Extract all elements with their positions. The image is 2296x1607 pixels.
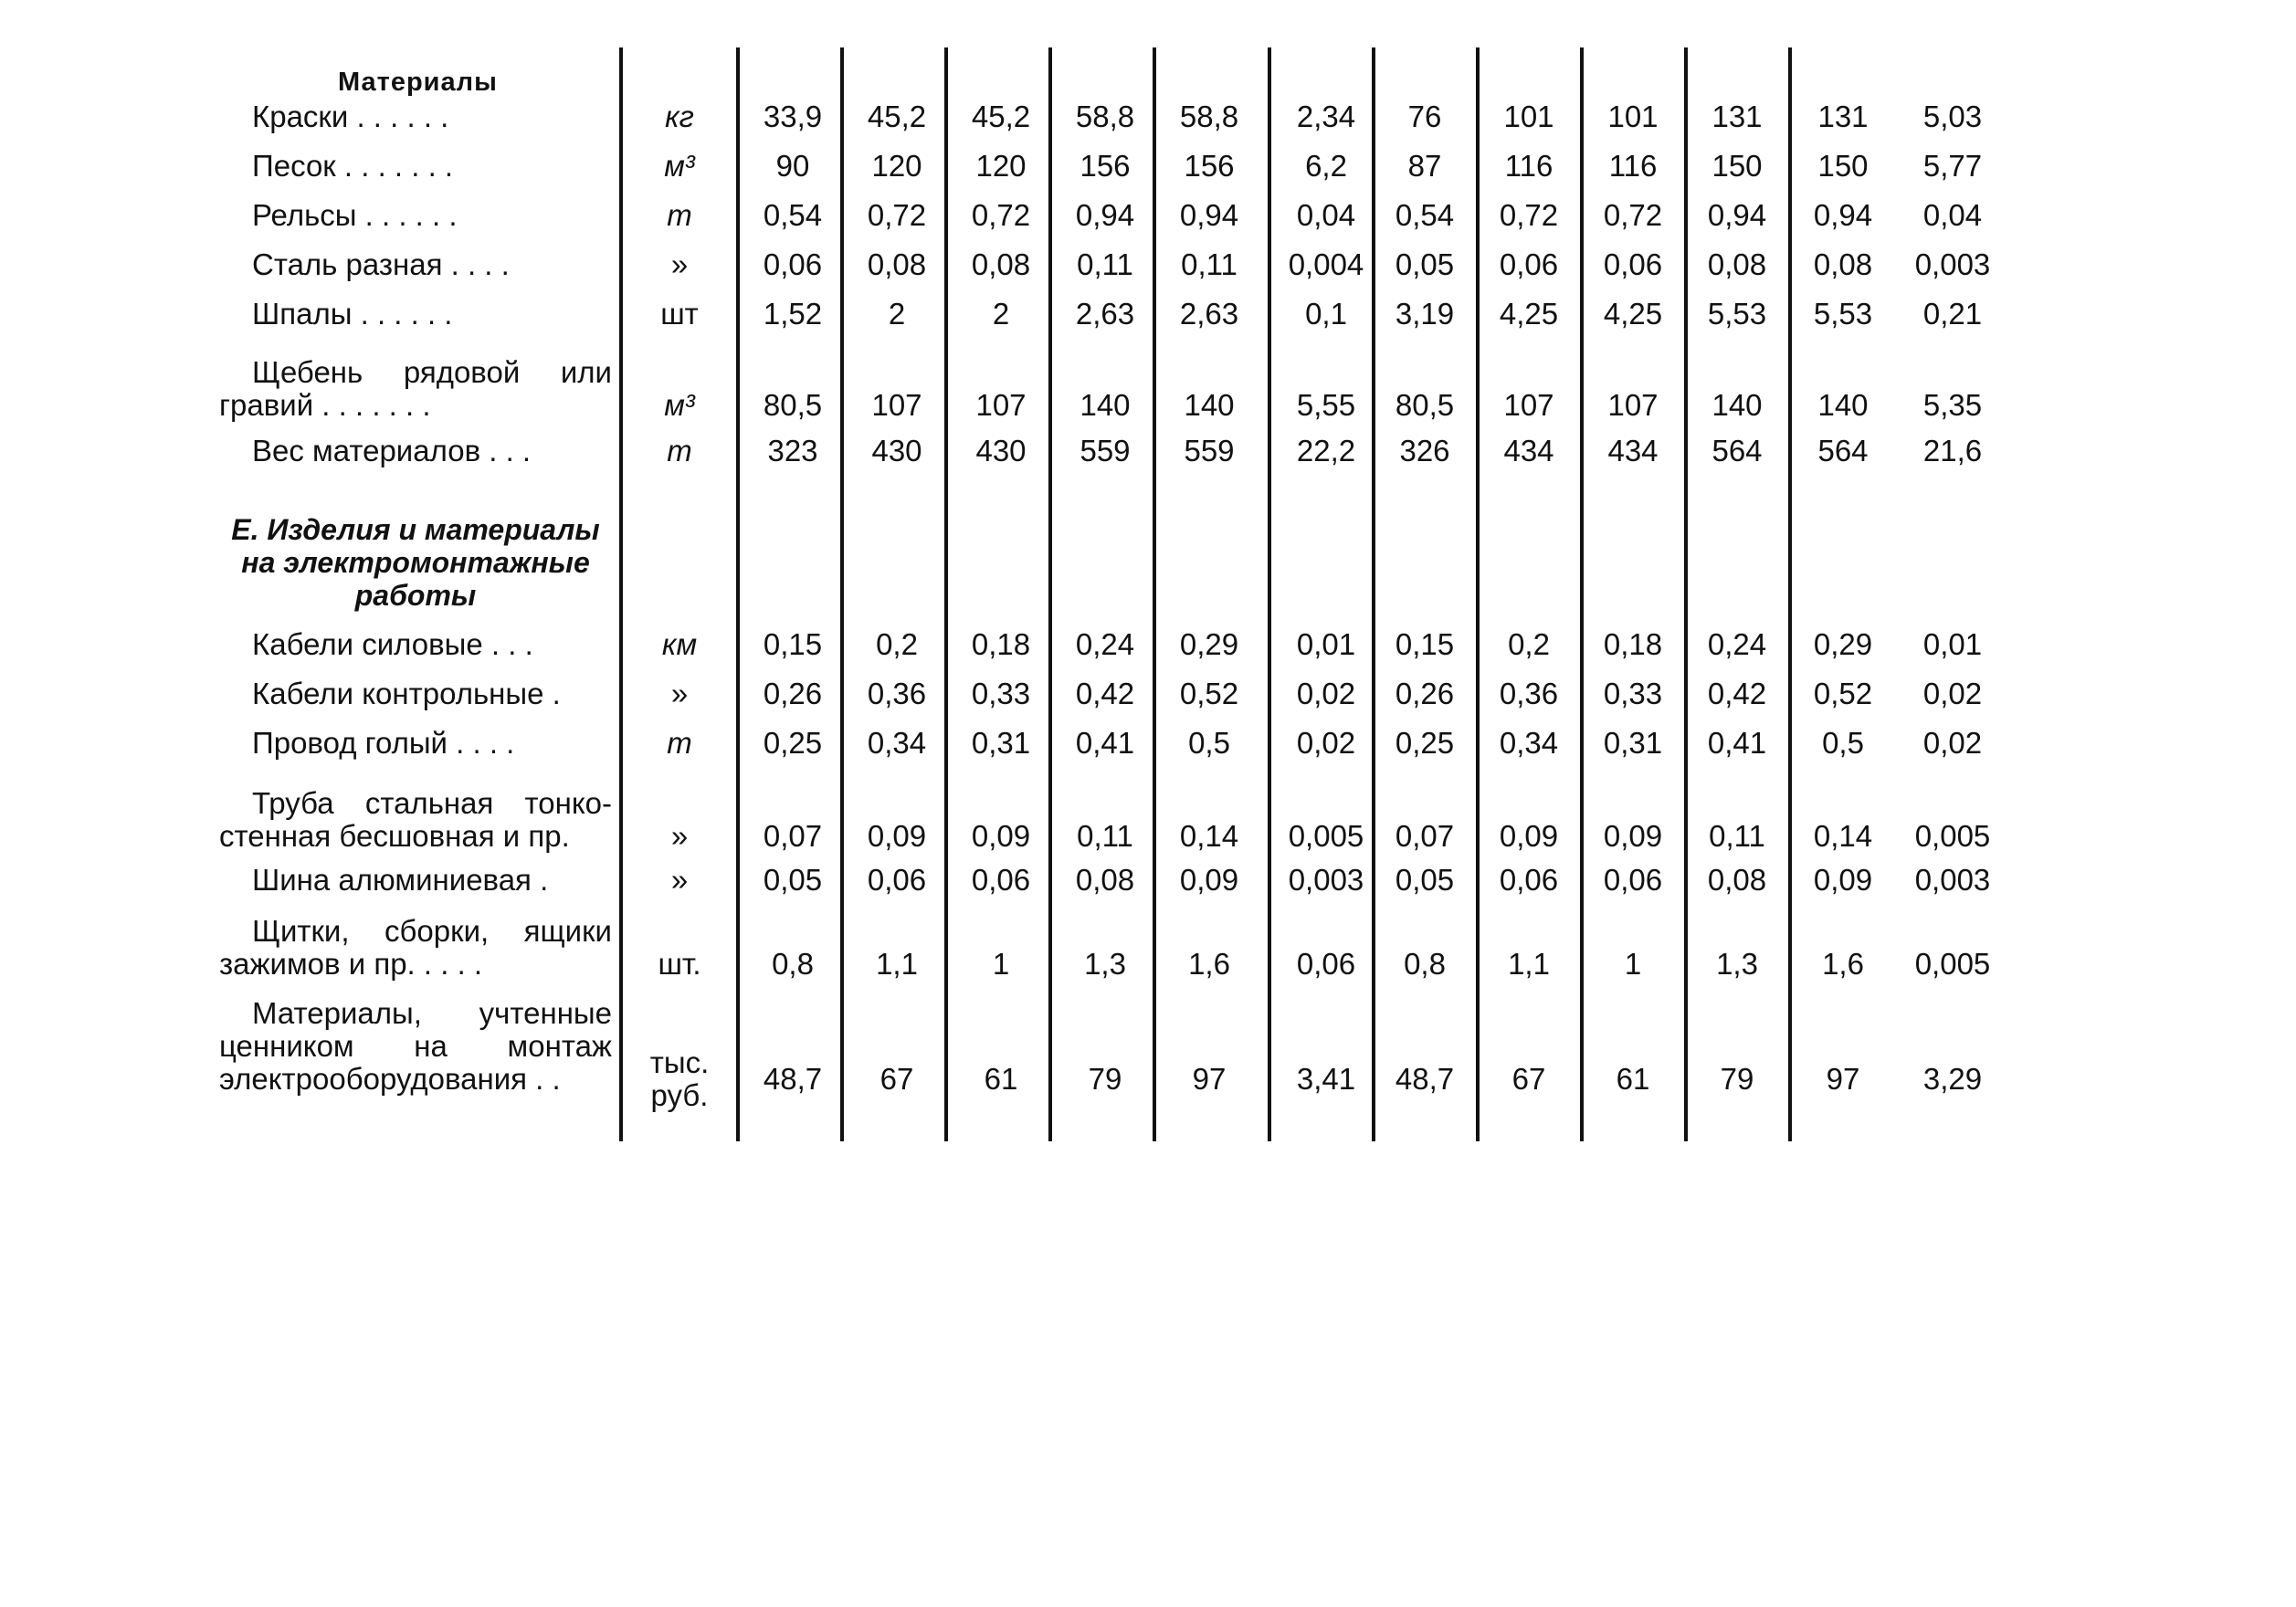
value-cell: 156 [1080, 149, 1131, 183]
value-cell: 0,06 [867, 863, 927, 897]
value-cell: 0,11 [1077, 247, 1133, 281]
row-label-line: зажимов и пр. . . . . [219, 947, 483, 981]
value-cell: 131 [1817, 100, 1869, 133]
value-cell: 0,31 [971, 726, 1031, 760]
value-cell: 3,29 [1922, 1062, 1983, 1096]
value-cell: 559 [1184, 434, 1235, 467]
section-title-line: работы [354, 579, 477, 612]
row-label-line: Щитки, сборки, ящики [252, 914, 612, 948]
value-cell: 0,26 [1395, 677, 1455, 710]
value-cell: 0,52 [1813, 677, 1873, 710]
value-cell: 0,34 [1499, 726, 1559, 760]
section-title-line: Е. Изделия и материалы [231, 513, 600, 546]
value-cell: 1,6 [1822, 947, 1864, 981]
unit-cell: т [667, 726, 692, 760]
value-cell: 22,2 [1296, 434, 1356, 467]
value-cell: 150 [1817, 149, 1869, 183]
value-cell: 434 [1503, 434, 1554, 467]
value-cell: 0,24 [1075, 627, 1135, 661]
value-cell: 0,003 [1288, 863, 1364, 897]
value-cell: 0,2 [876, 627, 918, 661]
value-cell: 0,08 [971, 247, 1031, 281]
value-cell: 0,05 [1395, 247, 1455, 281]
value-cell: 107 [1607, 388, 1659, 422]
value-cell: 0,29 [1179, 627, 1239, 661]
value-cell: 3,19 [1395, 297, 1455, 331]
value-cell: 0,07 [763, 819, 823, 853]
value-cell: 0,21 [1922, 297, 1983, 331]
row-label-line: электрооборудования . . [219, 1062, 561, 1096]
value-cell: 101 [1607, 100, 1659, 133]
unit-cell: » [670, 247, 689, 281]
value-cell: 0,24 [1707, 627, 1767, 661]
value-cell: 120 [871, 149, 922, 183]
unit-cell: » [670, 819, 689, 853]
unit-cell: т [667, 198, 692, 232]
value-cell: 4,25 [1603, 297, 1663, 331]
value-cell: 0,09 [1603, 819, 1663, 853]
value-cell: 45,2 [867, 100, 927, 133]
value-cell: 0,14 [1813, 819, 1873, 853]
value-cell: 0,06 [1603, 863, 1663, 897]
value-cell: 0,08 [1707, 863, 1767, 897]
value-cell: 61 [1616, 1062, 1650, 1096]
value-cell: 45,2 [971, 100, 1031, 133]
value-cell: 0,42 [1707, 677, 1767, 710]
value-cell: 0,05 [1395, 863, 1455, 897]
value-cell: 0,8 [1404, 947, 1446, 981]
value-cell: 116 [1504, 149, 1553, 183]
value-cell: 67 [879, 1062, 914, 1096]
value-cell: 0,42 [1075, 677, 1135, 710]
value-cell: 0,72 [1603, 198, 1663, 232]
unit-cell: шт. [658, 947, 701, 981]
value-cell: 430 [871, 434, 922, 467]
value-cell: 0,94 [1707, 198, 1767, 232]
value-cell: 120 [975, 149, 1027, 183]
value-cell: 5,03 [1922, 100, 1983, 133]
value-cell: 80,5 [1395, 388, 1455, 422]
row-label [219, 677, 612, 710]
value-cell: 0,29 [1813, 627, 1873, 661]
value-cell: 0,01 [1922, 627, 1983, 661]
value-cell: 0,08 [1813, 247, 1873, 281]
value-cell: 2 [992, 297, 1010, 331]
value-cell: 0,06 [1603, 247, 1663, 281]
value-cell: 0,06 [971, 863, 1031, 897]
value-cell: 79 [1088, 1062, 1122, 1096]
row-label [219, 628, 612, 661]
row-label [219, 727, 612, 760]
value-cell: 0,31 [1603, 726, 1663, 760]
value-cell: 0,94 [1813, 198, 1873, 232]
value-cell: 0,15 [763, 627, 823, 661]
value-cell: 0,1 [1305, 297, 1347, 331]
value-cell: 326 [1399, 434, 1450, 467]
value-cell: 58,8 [1075, 100, 1135, 133]
value-cell: 1,6 [1188, 947, 1230, 981]
value-cell: 0,004 [1288, 247, 1364, 281]
value-cell: 1,1 [1508, 947, 1550, 981]
unit-cell: м³ [664, 149, 695, 183]
row-label [219, 298, 612, 331]
section-title-line: на электромонтажные [241, 546, 590, 579]
value-cell: 0,09 [1179, 863, 1239, 897]
value-cell: 0,36 [867, 677, 927, 710]
row-label [219, 915, 612, 981]
value-cell: 0,02 [1922, 677, 1983, 710]
value-cell: 4,25 [1499, 297, 1559, 331]
value-cell: 564 [1817, 434, 1869, 467]
unit-cell: » [670, 677, 689, 710]
row-label-line: Краски . . . . . . [252, 100, 449, 133]
value-cell: 0,06 [1499, 247, 1559, 281]
value-cell: 107 [975, 388, 1027, 422]
row-label-line: Сталь разная . . . . [252, 247, 510, 281]
value-cell: 0,11 [1077, 819, 1133, 853]
column-divider [736, 47, 740, 1141]
value-cell: 33,9 [763, 100, 823, 133]
materials-table [219, 47, 2046, 1143]
value-cell: 0,8 [772, 947, 814, 981]
value-cell: 0,06 [1499, 863, 1559, 897]
value-cell: 150 [1711, 149, 1763, 183]
value-cell: 6,2 [1305, 149, 1347, 183]
value-cell: 80,5 [763, 388, 823, 422]
value-cell: 21,6 [1922, 434, 1983, 467]
value-cell: 0,15 [1395, 627, 1455, 661]
value-cell: 3,41 [1296, 1062, 1356, 1096]
row-label-line: Щебень рядовой или [252, 355, 612, 389]
row-label [219, 199, 612, 232]
value-cell: 58,8 [1179, 100, 1239, 133]
value-cell: 2,34 [1296, 100, 1356, 133]
unit-cell: кг [665, 100, 694, 133]
unit-cell: » [670, 863, 689, 897]
row-label-line: Провод голый . . . . [252, 726, 515, 760]
value-cell: 140 [1711, 388, 1763, 422]
value-cell: 0,08 [1075, 863, 1135, 897]
row-label [219, 864, 612, 897]
value-cell: 107 [871, 388, 922, 422]
value-cell: 131 [1711, 100, 1763, 133]
value-cell: 0,09 [971, 819, 1031, 853]
value-cell: 1 [992, 947, 1010, 981]
value-cell: 430 [975, 434, 1027, 467]
value-cell: 67 [1511, 1062, 1546, 1096]
row-label-line: Материалы, учтенные [252, 996, 612, 1030]
unit-cell: шт [660, 297, 699, 331]
value-cell: 0,04 [1296, 198, 1356, 232]
value-cell: 5,53 [1813, 297, 1873, 331]
value-cell: 0,09 [1813, 863, 1873, 897]
value-cell: 323 [767, 434, 818, 467]
value-cell: 0,06 [1296, 947, 1356, 981]
value-cell: 48,7 [763, 1062, 823, 1096]
value-cell: 1,52 [763, 297, 823, 331]
value-cell: 116 [1608, 149, 1658, 183]
value-cell: 0,005 [1914, 947, 1991, 981]
row-label-line: Кабели контрольные . [252, 677, 561, 710]
value-cell: 1 [1624, 947, 1642, 981]
row-label-line: Песок . . . . . . . [252, 149, 454, 183]
value-cell: 0,02 [1296, 677, 1356, 710]
row-label-line: Вес материалов . . . [252, 434, 532, 467]
value-cell: 97 [1826, 1062, 1860, 1096]
row-label-line: Шина алюминиевая . [252, 863, 549, 897]
value-cell: 61 [984, 1062, 1018, 1096]
materials-heading: Материалы [338, 68, 498, 97]
row-label-line: ценником на монтаж [219, 1029, 612, 1063]
value-cell: 0,11 [1709, 819, 1765, 853]
value-cell: 564 [1711, 434, 1763, 467]
value-cell: 5,77 [1922, 149, 1983, 183]
value-cell: 79 [1720, 1062, 1754, 1096]
row-label-line: Рельсы . . . . . . [252, 198, 458, 232]
value-cell: 0,14 [1179, 819, 1239, 853]
value-cell: 0,04 [1922, 198, 1983, 232]
value-cell: 0,94 [1179, 198, 1239, 232]
value-cell: 0,02 [1296, 726, 1356, 760]
value-cell: 559 [1080, 434, 1131, 467]
row-label [219, 356, 612, 422]
value-cell: 0,18 [971, 627, 1031, 661]
row-label [219, 997, 612, 1096]
value-cell: 0,72 [1499, 198, 1559, 232]
column-divider [1788, 47, 1792, 1141]
column-divider [1268, 47, 1271, 1141]
value-cell: 0,34 [867, 726, 927, 760]
value-cell: 1,1 [876, 947, 918, 981]
value-cell: 0,08 [867, 247, 927, 281]
value-cell: 0,54 [1395, 198, 1455, 232]
row-label-line: Кабели силовые . . . [252, 627, 533, 661]
row-label-line: Труба стальная тонко- [252, 786, 612, 820]
value-cell: 107 [1503, 388, 1554, 422]
row-label [219, 100, 612, 133]
value-cell: 0,52 [1179, 677, 1239, 710]
value-cell: 0,07 [1395, 819, 1455, 853]
section-title [219, 513, 612, 612]
value-cell: 140 [1184, 388, 1235, 422]
unit-cell: км [661, 627, 698, 661]
value-cell: 2,63 [1179, 297, 1239, 331]
value-cell: 0,06 [763, 247, 823, 281]
value-cell: 1,3 [1716, 947, 1758, 981]
unit-cell: тыс. руб. [649, 1045, 710, 1112]
value-cell: 0,26 [763, 677, 823, 710]
row-label-line: Шпалы . . . . . . [252, 297, 453, 331]
value-cell: 2 [888, 297, 906, 331]
value-cell: 0,003 [1914, 247, 1991, 281]
value-cell: 434 [1607, 434, 1659, 467]
column-divider [619, 47, 623, 1141]
value-cell: 0,72 [971, 198, 1031, 232]
value-cell: 5,53 [1707, 297, 1767, 331]
value-cell: 0,09 [1499, 819, 1559, 853]
value-cell: 0,18 [1603, 627, 1663, 661]
value-cell: 5,35 [1922, 388, 1983, 422]
value-cell: 0,33 [1603, 677, 1663, 710]
value-cell: 0,05 [763, 863, 823, 897]
value-cell: 140 [1080, 388, 1131, 422]
value-cell: 0,54 [763, 198, 823, 232]
value-cell: 1,3 [1084, 947, 1126, 981]
value-cell: 0,003 [1914, 863, 1991, 897]
row-label [219, 787, 612, 853]
value-cell: 0,41 [1075, 726, 1135, 760]
value-cell: 0,09 [867, 819, 927, 853]
value-cell: 5,55 [1296, 388, 1356, 422]
value-cell: 0,02 [1922, 726, 1983, 760]
value-cell: 76 [1407, 100, 1442, 133]
row-label-line: стенная бесшовная и пр. [219, 819, 570, 853]
value-cell: 0,5 [1822, 726, 1864, 760]
value-cell: 97 [1192, 1062, 1227, 1096]
value-cell: 0,33 [971, 677, 1031, 710]
value-cell: 0,94 [1075, 198, 1135, 232]
value-cell: 0,25 [1395, 726, 1455, 760]
unit-cell: т [667, 434, 692, 467]
value-cell: 90 [775, 149, 810, 183]
value-cell: 0,36 [1499, 677, 1559, 710]
value-cell: 2,63 [1075, 297, 1135, 331]
row-label [219, 435, 612, 467]
value-cell: 0,41 [1707, 726, 1767, 760]
value-cell: 0,5 [1188, 726, 1230, 760]
value-cell: 0,25 [763, 726, 823, 760]
row-label [219, 150, 612, 183]
value-cell: 0,72 [867, 198, 927, 232]
value-cell: 101 [1503, 100, 1554, 133]
value-cell: 0,2 [1508, 627, 1550, 661]
value-cell: 87 [1407, 149, 1442, 183]
value-cell: 0,005 [1914, 819, 1991, 853]
value-cell: 140 [1817, 388, 1869, 422]
value-cell: 0,11 [1181, 247, 1238, 281]
value-cell: 48,7 [1395, 1062, 1455, 1096]
value-cell: 156 [1184, 149, 1235, 183]
row-label-line: гравий . . . . . . . [219, 388, 431, 422]
unit-cell: м³ [664, 388, 695, 422]
value-cell: 0,01 [1296, 627, 1356, 661]
value-cell: 0,005 [1288, 819, 1364, 853]
value-cell: 0,08 [1707, 247, 1767, 281]
row-label [219, 248, 612, 281]
